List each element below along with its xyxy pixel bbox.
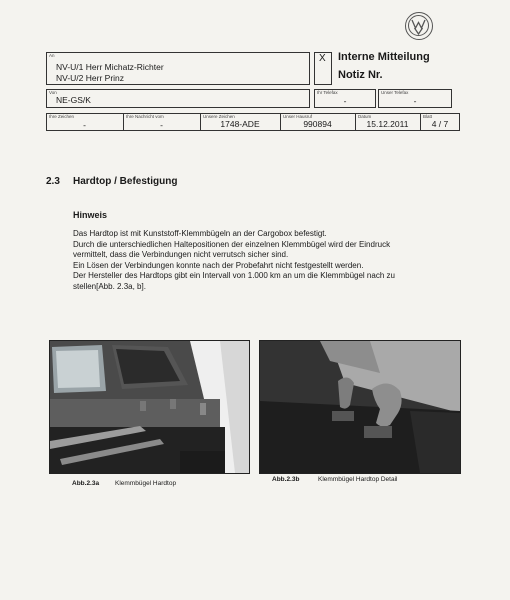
unsere-zeichen-label: Unsere Zeichen (203, 114, 235, 119)
figure-caption-b: Klemmbügel Hardtop Detail (318, 476, 398, 483)
blatt-label: Blatt (423, 114, 433, 119)
ihre-nachricht-value: - (160, 120, 163, 130)
section-title: Hardtop / Befestigung (73, 176, 178, 187)
note-line: Durch die unterschiedlichen Haltepositionen der einzelnen Klemmbügel wird der Eindruck (73, 239, 391, 249)
ihre-zeichen-label: Ihre Zeichen (49, 114, 75, 119)
unser-telefax-value: - (413, 96, 417, 106)
figure-number-a: Abb.2.3a (72, 480, 100, 487)
figure-number-b: Abb.2.3b (272, 476, 300, 483)
datum-value: 15.12.2011 (366, 119, 409, 129)
ihre-nachricht-label: Ihre Nachricht vom (126, 114, 164, 119)
unsere-zeichen-value: 1748-ADE (220, 119, 260, 129)
note-line: Ein Lösen der Verbindungen konnte nach der Probefahrt nicht festgestellt werden. (73, 260, 364, 270)
note-line: stellen[Abb. 2.3a, b]. (73, 281, 146, 291)
an-label: An (49, 53, 55, 58)
checkbox-mark: X (319, 53, 326, 64)
note-paragraph (73, 229, 453, 293)
blatt-value: 4 / 7 (431, 119, 449, 129)
note-line: Der Hersteller des Hardtops gibt ein Intervall von 1.000 km an um die Klemmbügel nach zu (73, 271, 395, 281)
vw-logo-icon (405, 12, 433, 40)
note-line: vermittelt, dass die Verbindungen nicht verrutsch sicher sind. (73, 250, 289, 260)
doc-type-title: Interne Mitteilung (338, 51, 430, 63)
note-line: Das Hardtop ist mit Kunststoff-Klemmbügeln an der Cargobox befestigt. (73, 229, 327, 238)
ihre-zeichen-value: - (83, 120, 86, 130)
unser-hausruf-value: 990894 (303, 119, 332, 129)
ihr-telefax-value: - (343, 96, 347, 106)
section-number: 2.3 (46, 176, 60, 187)
unser-telefax-label: Unser Telefax (381, 90, 409, 95)
photo-clamp-detail (259, 340, 461, 474)
unser-hausruf-label: Unser Hausruf (283, 114, 313, 119)
recipient-line-2: NV-U/2 Herr Prinz (56, 73, 125, 83)
recipient-line-1: NV-U/1 Herr Michatz-Richter (56, 62, 164, 72)
sender-value: NE-GS/K (56, 95, 91, 105)
figure-caption-a: Klemmbügel Hardtop (115, 480, 177, 487)
photo-hardtop-clamps (49, 340, 250, 474)
ihr-telefax-label: Ihr Telefax (317, 90, 338, 95)
von-label: Von (49, 90, 57, 95)
doc-type-notiz: Notiz Nr. (338, 69, 383, 81)
note-heading: Hinweis (73, 210, 108, 220)
datum-label: Datum (358, 114, 372, 119)
